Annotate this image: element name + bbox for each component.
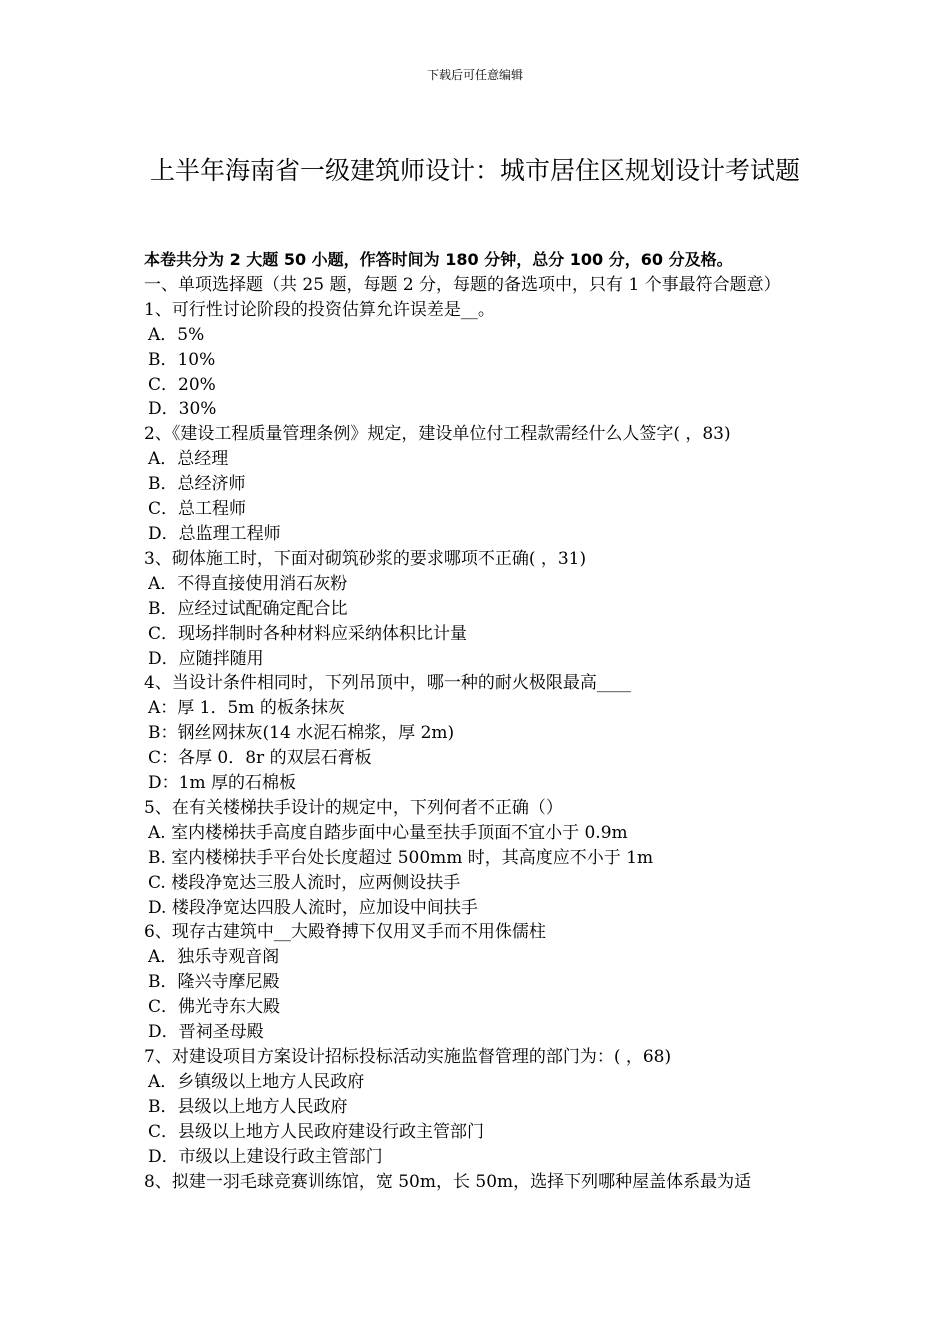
option-c: C．20%	[148, 374, 216, 395]
question-stem: 5、在有关楼梯扶手设计的规定中，下列何者不正确（）	[144, 797, 563, 818]
question-8	[144, 1170, 814, 1195]
option-c: C．总工程师	[148, 499, 247, 520]
question-stem: 8、拟建一羽毛球竞赛训练馆，宽 50m，长 50m，选择下列哪种屋盖体系最为适	[144, 1171, 752, 1192]
document-title: 上半年海南省一级建筑师设计：城市居住区规划设计考试题	[149, 156, 800, 185]
question-stem: 7、对建设项目方案设计招标投标活动实施监督管理的部门为：( ，68)	[144, 1047, 672, 1067]
question-3	[144, 547, 814, 672]
question-6	[144, 920, 814, 1045]
option-a: A．总经理	[148, 449, 229, 470]
option-d: D．市级以上建设行政主管部门	[148, 1146, 383, 1167]
option-a: A．独乐寺观音阁	[148, 947, 280, 968]
option-a: A．5%	[148, 324, 205, 345]
option-d: D．应随拌随用	[148, 648, 264, 669]
option-b: B．应经过试配确定配合比	[148, 598, 348, 619]
option-b: B. 室内楼梯扶手平台处长度超过 500mm 时，其高度应不小于 1m	[148, 847, 654, 868]
option-c: C．佛光寺东大殿	[148, 997, 281, 1018]
option-d: D．30%	[148, 399, 217, 420]
question-1	[144, 298, 814, 423]
option-b: B．10%	[148, 349, 216, 370]
option-d: D．总监理工程师	[148, 523, 281, 544]
section-heading: 一、单项选择题（共 25 题，每题 2 分，每题的备选项中，只有 1 个事最符合题意）	[144, 274, 781, 295]
question-stem: 2、《建设工程质量管理条例》规定，建设单位付工程款需经什么人签字( ，83)	[144, 424, 731, 445]
option-c: C．现场拌制时各种材料应采纳体积比计量	[148, 623, 468, 644]
option-b: B．隆兴寺摩尼殿	[148, 972, 280, 993]
question-stem: 3、砌体施工时，下面对砌筑砂浆的要求哪项不正确( ，31)	[144, 548, 587, 569]
question-2	[144, 422, 814, 547]
question-stem: 4、当设计条件相同时，下列吊顶中，哪一种的耐火极限最高____	[144, 673, 631, 694]
question-7	[144, 1045, 814, 1170]
option-a: A．乡镇级以上地方人民政府	[148, 1071, 365, 1092]
question-5	[144, 796, 814, 921]
option-c: C. 楼段净宽达三股人流时，应两侧设扶手	[148, 872, 461, 893]
option-a: A. 室内楼梯扶手高度自踏步面中心量至扶手顶面不宜小于 0.9m	[148, 822, 628, 843]
option-a: A：厚 1．5m 的板条抹灰	[148, 698, 345, 719]
exam-summary: 本卷共分为 2 大题 50 小题，作答时间为 180 分钟，总分 100 分，60 分及格。	[144, 250, 733, 269]
option-b: B：钢丝网抹灰(14 水泥石棉浆，厚 2m)	[148, 723, 455, 744]
option-a: A．不得直接使用消石灰粉	[148, 573, 348, 594]
option-b: B．县级以上地方人民政府	[148, 1096, 348, 1117]
question-stem: 1、可行性讨论阶段的投资估算允许误差是__。	[144, 299, 495, 320]
question-4	[144, 671, 814, 796]
option-d: D. 楼段净宽达四股人流时，应加设中间扶手	[148, 897, 478, 918]
option-d: D．晋祠圣母殿	[148, 1022, 264, 1043]
question-stem: 6、现存古建筑中__大殿脊搏下仅用叉手而不用侏儒柱	[144, 922, 546, 943]
option-c: C．县级以上地方人民政府建设行政主管部门	[148, 1121, 485, 1142]
option-b: B．总经济师	[148, 474, 246, 495]
option-c: C：各厚 0．8r 的双层石膏板	[148, 748, 372, 769]
document-body	[144, 248, 814, 1194]
option-d: D：1m 厚的石棉板	[148, 773, 296, 794]
header-note: 下载后可任意编辑	[426, 68, 523, 82]
